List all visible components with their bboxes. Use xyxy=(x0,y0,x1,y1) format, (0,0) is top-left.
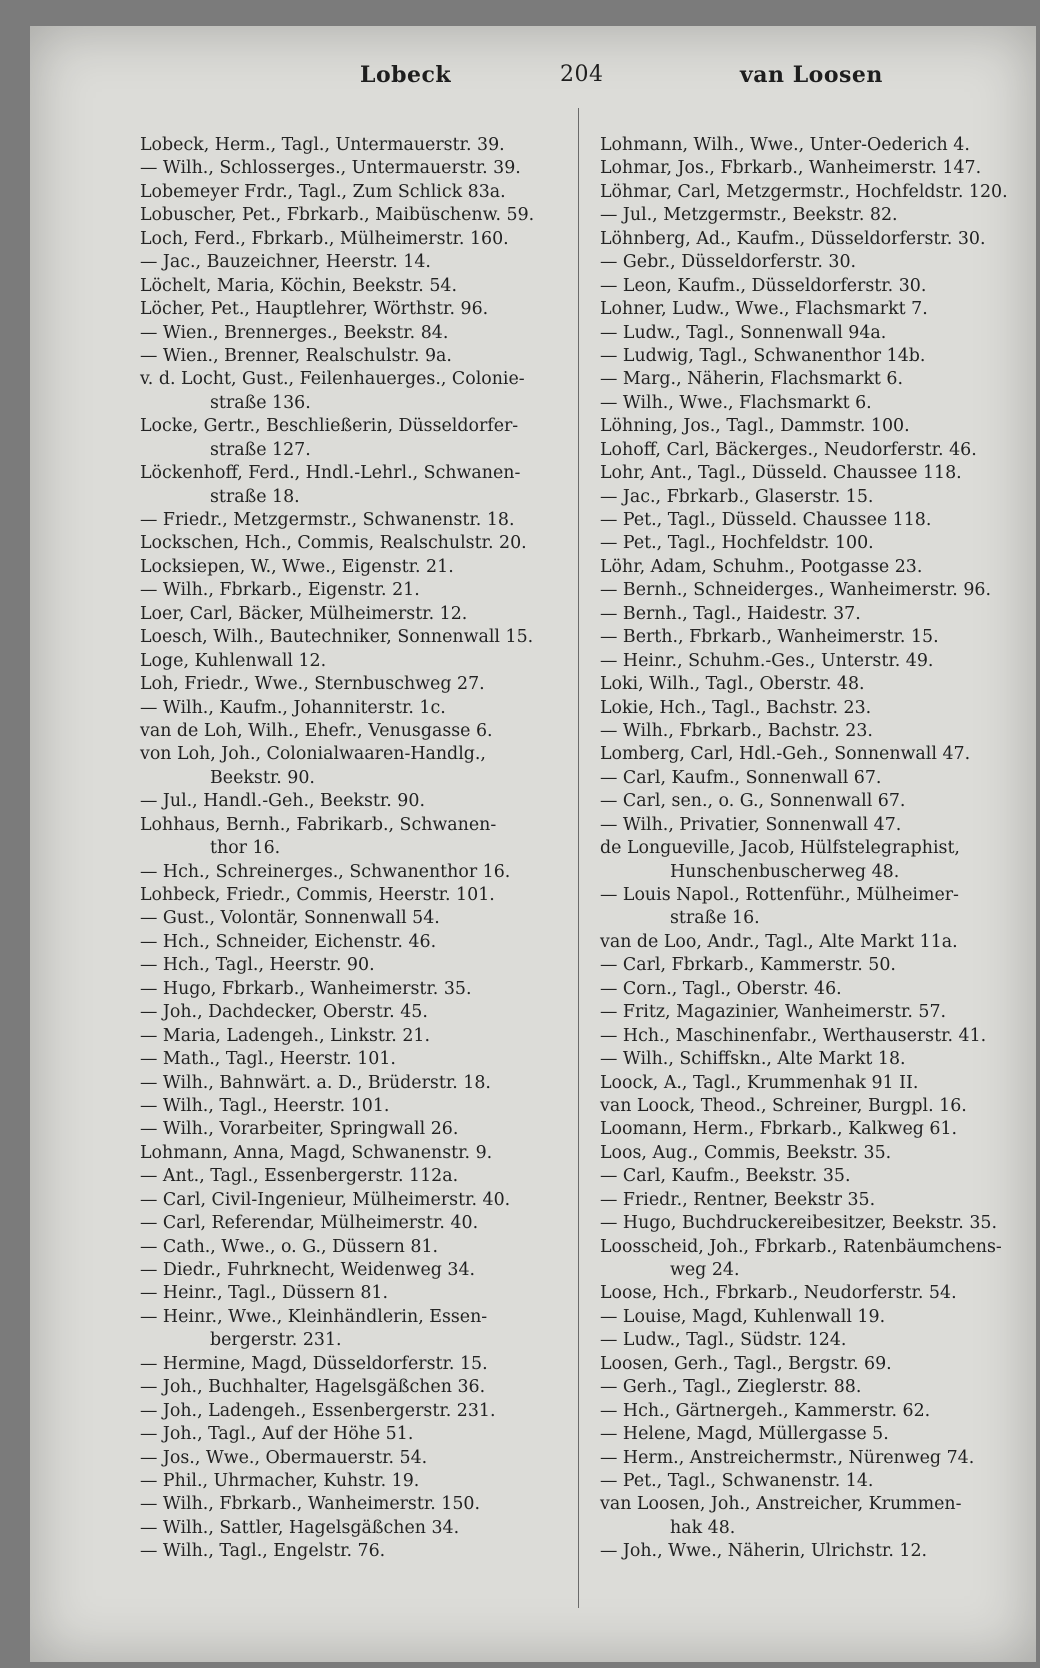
directory-entry-line: — Gerh., Tagl., Zieglerstr. 88. xyxy=(600,1377,862,1398)
directory-entry-line: Löcher, Pet., Hauptlehrer, Wörthstr. 96. xyxy=(140,299,489,320)
directory-entry-line: — Carl, Fbrkarb., Kammerstr. 50. xyxy=(600,955,896,976)
directory-entry-line: Lohr, Ant., Tagl., Düsseld. Chaussee 118. xyxy=(600,463,962,484)
directory-entry-line: — Wien., Brenner, Realschulstr. 9a. xyxy=(140,345,452,366)
directory-entry-line: Loki, Wilh., Tagl., Oberstr. 48. xyxy=(600,674,865,695)
directory-entry-line: Lohbeck, Friedr., Commis, Heerstr. 101. xyxy=(140,885,495,905)
page-number: 204 xyxy=(560,62,604,87)
directory-entry-line: — Jul., Metzgermstr., Beekstr. 82. xyxy=(600,205,898,226)
directory-entry-line: Lohner, Ludw., Wwe., Flachsmarkt 7. xyxy=(600,299,928,320)
directory-entry-line: — Jac., Fbrkarb., Glaserstr. 15. xyxy=(600,486,874,507)
directory-entry-line: — Joh., Wwe., Näherin, Ulrichstr. 12. xyxy=(600,1541,928,1562)
directory-entry-line: hak 48. xyxy=(670,1517,736,1538)
directory-entry-line: van de Loh, Wilh., Ehefr., Venusgasse 6. xyxy=(140,720,493,741)
column-divider xyxy=(578,108,579,1608)
directory-entry-line: Loesch, Wilh., Bautechniker, Sonnenwall 15. xyxy=(140,627,534,648)
directory-entry-line: — Wilh., Schlosserges., Untermauerstr. 39. xyxy=(140,158,521,179)
directory-entry-line: Loch, Ferd., Fbrkarb., Mülheimerstr. 160. xyxy=(140,228,509,249)
right-column xyxy=(600,134,1030,1564)
left-column xyxy=(140,134,570,1564)
directory-entry-line: — Bernh., Schneiderges., Wanheimerstr. 96. xyxy=(600,580,991,601)
directory-entry-line: Loose, Hch., Fbrkarb., Neudorferstr. 54. xyxy=(600,1283,957,1304)
directory-entry-line: — Hch., Tagl., Heerstr. 90. xyxy=(140,955,375,976)
directory-entry-line: — Marg., Näherin, Flachsmarkt 6. xyxy=(600,369,904,390)
directory-entry-line: bergerstr. 231. xyxy=(210,1330,342,1351)
directory-entry-line: Loge, Kuhlenwall 12. xyxy=(140,650,327,671)
directory-entry-line: Lohmar, Jos., Fbrkarb., Wanheimerstr. 147. xyxy=(600,158,982,179)
directory-entry-line: — Jul., Handl.-Geh., Beekstr. 90. xyxy=(140,791,425,812)
directory-entry-line: straße 16. xyxy=(670,908,760,929)
directory-entry-line: Hunschenbuscherweg 48. xyxy=(670,861,900,882)
directory-entry-line: — Hugo, Fbrkarb., Wanheimerstr. 35. xyxy=(140,978,472,999)
directory-entry-line: — Jos., Wwe., Obermauerstr. 54. xyxy=(140,1447,428,1468)
directory-entry-line: Loos, Aug., Commis, Beekstr. 35. xyxy=(600,1142,892,1163)
directory-page xyxy=(30,26,1036,1662)
directory-entry-line: de Longueville, Jacob, Hülfstelegraphist, xyxy=(600,838,960,859)
directory-entry-line: — Cath., Wwe., o. G., Düssern 81. xyxy=(140,1236,439,1257)
directory-entry-line: Loomann, Herm., Fbrkarb., Kalkweg 61. xyxy=(600,1119,958,1140)
directory-entry-line: van Loock, Theod., Schreiner, Burgpl. 16. xyxy=(600,1095,967,1116)
directory-entry-line: van Loosen, Joh., Anstreicher, Krummen- xyxy=(600,1494,962,1515)
directory-entry-line: von Loh, Joh., Colonialwaaren-Handlg., xyxy=(140,744,486,765)
directory-entry-line: — Hermine, Magd, Düsseldorferstr. 15. xyxy=(140,1353,488,1374)
directory-entry-line: — Wilh., Wwe., Flachsmarkt 6. xyxy=(600,392,872,413)
directory-entry-line: — Heinr., Wwe., Kleinhändlerin, Essen- xyxy=(140,1306,488,1327)
directory-entry-line: Beekstr. 90. xyxy=(210,767,315,788)
directory-entry-line: — Wilh., Tagl., Engelstr. 76. xyxy=(140,1541,386,1562)
directory-entry-line: — Heinr., Schuhm.-Ges., Unterstr. 49. xyxy=(600,650,934,671)
directory-entry-line: — Helene, Magd, Müllergasse 5. xyxy=(600,1424,889,1445)
directory-entry-line: van de Loo, Andr., Tagl., Alte Markt 11a. xyxy=(600,931,958,952)
directory-entry-line: — Ludw., Tagl., Sonnenwall 94a. xyxy=(600,322,887,343)
directory-entry-line: Lockschen, Hch., Commis, Realschulstr. 20. xyxy=(140,533,527,554)
directory-entry-line: Lohhaus, Bernh., Fabrikarb., Schwanen- xyxy=(140,814,497,835)
directory-entry-line: Loer, Carl, Bäcker, Mülheimerstr. 12. xyxy=(140,603,468,624)
directory-entry-line: — Joh., Ladengeh., Essenbergerstr. 231. xyxy=(140,1400,496,1421)
directory-entry-line: — Herm., Anstreichermstr., Nürenweg 74. xyxy=(600,1447,975,1468)
directory-entry-line: v. d. Locht, Gust., Feilenhauerges., Colonie- xyxy=(140,369,525,390)
directory-entry-line: straße 127. xyxy=(210,439,311,460)
directory-entry-line: — Joh., Dachdecker, Oberstr. 45. xyxy=(140,1002,428,1023)
directory-entry-line: Löhr, Adam, Schuhm., Pootgasse 23. xyxy=(600,556,923,577)
directory-entry-line: — Wilh., Vorarbeiter, Springwall 26. xyxy=(140,1119,459,1140)
directory-entry-line: Lohmann, Anna, Magd, Schwanenstr. 9. xyxy=(140,1142,493,1163)
directory-entry-line: — Math., Tagl., Heerstr. 101. xyxy=(140,1049,396,1070)
directory-entry-line: straße 136. xyxy=(210,392,311,413)
directory-entry-line: — Corn., Tagl., Oberstr. 46. xyxy=(600,978,842,999)
directory-entry-line: — Carl, Kaufm., Sonnenwall 67. xyxy=(600,767,882,788)
directory-entry-line: — Carl, sen., o. G., Sonnenwall 67. xyxy=(600,791,906,812)
header-right-keyword: van Loosen xyxy=(740,62,883,88)
directory-entry-line: — Ludwig, Tagl., Schwanenthor 14b. xyxy=(600,345,926,366)
directory-entry-line: — Carl, Civil-Ingenieur, Mülheimerstr. 40. xyxy=(140,1189,511,1210)
directory-entry-line: Löhmar, Carl, Metzgermstr., Hochfeldstr. 120. xyxy=(600,181,1008,202)
directory-entry-line: Lomberg, Carl, Hdl.-Geh., Sonnenwall 47. xyxy=(600,744,971,765)
directory-entry-line: — Carl, Kaufm., Beekstr. 35. xyxy=(600,1166,851,1187)
directory-entry-line: Lohmann, Wilh., Wwe., Unter-Oederich 4. xyxy=(600,135,970,155)
directory-entry-line: Löckenhoff, Ferd., Hndl.-Lehrl., Schwanen- xyxy=(140,463,521,484)
directory-entry-line: — Gebr., Düsseldorferstr. 30. xyxy=(600,252,857,273)
directory-entry-line: — Wilh., Tagl., Heerstr. 101. xyxy=(140,1095,390,1116)
directory-entry-line: — Wilh., Fbrkarb., Wanheimerstr. 150. xyxy=(140,1494,481,1515)
directory-entry-line: — Pet., Tagl., Hochfeldstr. 100. xyxy=(600,533,874,554)
directory-entry-line: Löhning, Jos., Tagl., Dammstr. 100. xyxy=(600,416,910,437)
directory-entry-line: — Hch., Gärtnergeh., Kammerstr. 62. xyxy=(600,1400,931,1421)
directory-entry-line: Lobeck, Herm., Tagl., Untermauerstr. 39. xyxy=(140,135,505,155)
directory-entry-line: — Louise, Magd, Kuhlenwall 19. xyxy=(600,1306,886,1327)
directory-entry-line: weg 24. xyxy=(670,1260,740,1280)
directory-entry-line: — Friedr., Metzgermstr., Schwanenstr. 18. xyxy=(140,510,515,530)
directory-entry-line: Locksiepen, W., Wwe., Eigenstr. 21. xyxy=(140,556,454,577)
directory-entry-line: — Jac., Bauzeichner, Heerstr. 14. xyxy=(140,252,431,273)
directory-entry-line: — Wien., Brennerges., Beekstr. 84. xyxy=(140,322,449,343)
directory-entry-line: Loosen, Gerh., Tagl., Bergstr. 69. xyxy=(600,1353,892,1374)
directory-entry-line: — Wilh., Sattler, Hagelsgäßchen 34. xyxy=(140,1517,460,1538)
directory-entry-line: — Friedr., Rentner, Beekstr 35. xyxy=(600,1189,876,1210)
directory-entry-line: Löhnberg, Ad., Kaufm., Düsseldorferstr. 30. xyxy=(600,228,986,249)
directory-entry-line: — Berth., Fbrkarb., Wanheimerstr. 15. xyxy=(600,627,939,648)
directory-entry-line: Loh, Friedr., Wwe., Sternbuschweg 27. xyxy=(140,674,485,695)
directory-entry-line: — Heinr., Tagl., Düssern 81. xyxy=(140,1283,389,1304)
directory-entry-line: — Pet., Tagl., Schwanenstr. 14. xyxy=(600,1470,874,1491)
directory-entry-line: — Carl, Referendar, Mülheimerstr. 40. xyxy=(140,1213,479,1234)
directory-entry-line: Lokie, Hch., Tagl., Bachstr. 23. xyxy=(600,697,872,718)
directory-entry-line: Lobuscher, Pet., Fbrkarb., Maibüschenw. 59. xyxy=(140,205,535,226)
directory-entry-line: thor 16. xyxy=(210,838,281,859)
directory-entry-line: — Pet., Tagl., Düsseld. Chaussee 118. xyxy=(600,510,932,530)
directory-entry-line: — Hugo, Buchdruckereibesitzer, Beekstr. 35. xyxy=(600,1213,997,1234)
directory-entry-line: — Fritz, Magazinier, Wanheimerstr. 57. xyxy=(600,1002,947,1023)
directory-entry-line: — Phil., Uhrmacher, Kuhstr. 19. xyxy=(140,1470,420,1491)
directory-entry-line: — Bernh., Tagl., Haidestr. 37. xyxy=(600,603,861,624)
directory-entry-line: — Ant., Tagl., Essenbergerstr. 112a. xyxy=(140,1166,459,1187)
directory-entry-line: — Leon, Kaufm., Düsseldorferstr. 30. xyxy=(600,275,927,296)
directory-entry-line: — Hch., Schreinerges., Schwanenthor 16. xyxy=(140,861,511,882)
header-left-keyword: Lobeck xyxy=(360,62,452,88)
directory-entry-line: — Diedr., Fuhrknecht, Weidenweg 34. xyxy=(140,1260,476,1280)
directory-entry-line: — Hch., Maschinenfabr., Werthauserstr. 41. xyxy=(600,1025,987,1046)
directory-entry-line: — Joh., Buchhalter, Hagelsgäßchen 36. xyxy=(140,1377,486,1398)
directory-entry-line: Lobemeyer Frdr., Tagl., Zum Schlick 83a. xyxy=(140,181,506,202)
directory-entry-line: — Wilh., Schiffskn., Alte Markt 18. xyxy=(600,1049,906,1070)
directory-entry-line: Loock, A., Tagl., Krummenhak 91 II. xyxy=(600,1072,919,1093)
directory-entry-line: — Hch., Schneider, Eichenstr. 46. xyxy=(140,931,437,952)
directory-entry-line: — Joh., Tagl., Auf der Höhe 51. xyxy=(140,1424,414,1445)
directory-entry-line: Löchelt, Maria, Köchin, Beekstr. 54. xyxy=(140,275,458,296)
directory-entry-line: straße 18. xyxy=(210,486,300,507)
directory-entry-line: — Wilh., Bahnwärt. a. D., Brüderstr. 18. xyxy=(140,1072,491,1093)
directory-entry-line: Locke, Gertr., Beschließerin, Düsseldorfer- xyxy=(140,416,519,437)
page-header xyxy=(30,62,1036,102)
directory-entry-line: — Maria, Ladengeh., Linkstr. 21. xyxy=(140,1025,431,1046)
directory-entry-line: — Ludw., Tagl., Südstr. 124. xyxy=(600,1330,847,1351)
directory-entry-line: Loosscheid, Joh., Fbrkarb., Ratenbäumchens- xyxy=(600,1236,1002,1257)
directory-entry-line: Lohoff, Carl, Bäckerges., Neudorferstr. 46. xyxy=(600,439,977,460)
directory-entry-line: — Gust., Volontär, Sonnenwall 54. xyxy=(140,908,440,929)
directory-entry-line: — Wilh., Privatier, Sonnenwall 47. xyxy=(600,814,902,835)
directory-entry-line: — Wilh., Fbrkarb., Eigenstr. 21. xyxy=(140,580,420,601)
directory-entry-line: — Wilh., Kaufm., Johanniterstr. 1c. xyxy=(140,697,446,718)
directory-entry-line: — Louis Napol., Rottenführ., Mülheimer- xyxy=(600,885,959,905)
directory-entry-line: — Wilh., Fbrkarb., Bachstr. 23. xyxy=(600,720,873,741)
